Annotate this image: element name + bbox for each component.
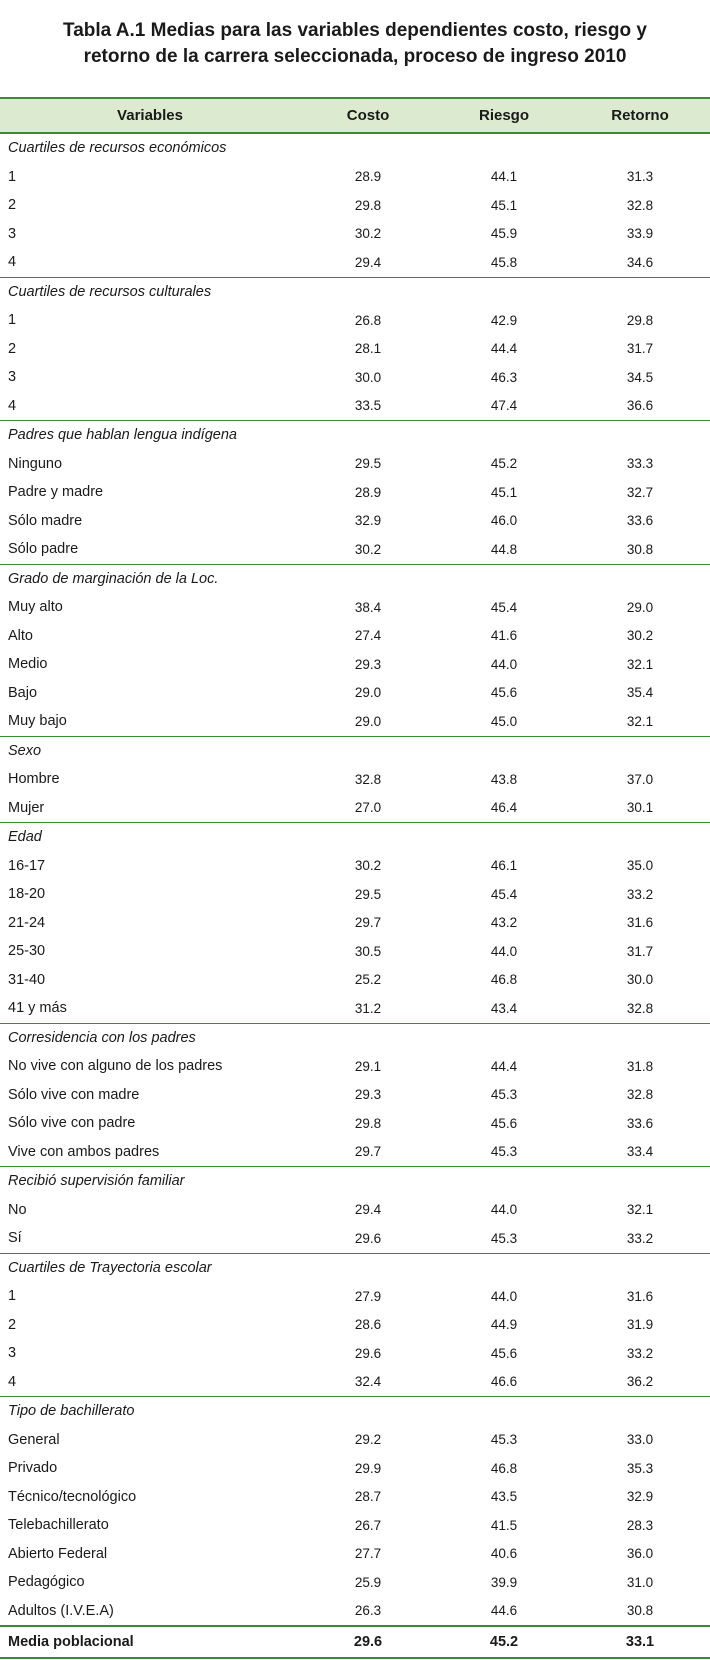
table-row bbox=[0, 535, 710, 564]
row-label: 4 bbox=[8, 254, 17, 271]
section-heading bbox=[0, 1167, 710, 1196]
retorno-value: 33.6 bbox=[626, 1115, 654, 1131]
retorno-value: 30.8 bbox=[626, 1603, 654, 1619]
riesgo-value: 41.5 bbox=[490, 1517, 518, 1533]
section-heading bbox=[0, 134, 710, 163]
row-label: 16-17 bbox=[8, 857, 46, 874]
row-label: Sí bbox=[8, 1230, 22, 1247]
costo-value: 29.6 bbox=[354, 1230, 382, 1246]
header-retorno: Retorno bbox=[611, 107, 669, 124]
row-group bbox=[0, 278, 710, 422]
row-label: 1 bbox=[8, 168, 17, 185]
riesgo-value: 46.8 bbox=[490, 1460, 518, 1476]
riesgo-value: 45.3 bbox=[490, 1432, 518, 1448]
table-row bbox=[0, 1081, 710, 1110]
row-label: Vive con ambos padres bbox=[8, 1143, 160, 1160]
means-table bbox=[0, 97, 710, 1659]
riesgo-value: 46.6 bbox=[490, 1374, 518, 1390]
retorno-value: 30.8 bbox=[626, 541, 654, 557]
row-label: General bbox=[8, 1431, 60, 1448]
table-row bbox=[0, 794, 710, 823]
row-label: 31-40 bbox=[8, 971, 46, 988]
section-heading bbox=[0, 737, 710, 766]
costo-value: 29.4 bbox=[354, 254, 382, 270]
riesgo-value: 45.6 bbox=[490, 1345, 518, 1361]
retorno-value: 33.4 bbox=[626, 1144, 654, 1160]
table-title bbox=[0, 18, 710, 70]
row-group bbox=[0, 1167, 710, 1254]
retorno-value: 31.8 bbox=[626, 1058, 654, 1074]
row-label: 3 bbox=[8, 1345, 17, 1362]
row-label: 1 bbox=[8, 1288, 17, 1305]
section-heading bbox=[0, 823, 710, 852]
table-row bbox=[0, 1368, 710, 1397]
costo-value: 30.0 bbox=[354, 369, 382, 385]
riesgo-value: 47.4 bbox=[490, 398, 518, 414]
retorno-value: 32.8 bbox=[626, 1087, 654, 1103]
riesgo-value: 46.4 bbox=[490, 800, 518, 816]
total-riesgo: 45.2 bbox=[489, 1634, 519, 1650]
riesgo-value: 43.8 bbox=[490, 771, 518, 787]
section-label: Cuartiles de recursos económicos bbox=[8, 140, 227, 157]
row-label: Muy bajo bbox=[8, 713, 67, 730]
row-label: Alto bbox=[8, 627, 33, 644]
riesgo-value: 46.1 bbox=[490, 858, 518, 874]
table-title-line-2: retorno de la carrera seleccionada, proceso de ingreso 2010 bbox=[83, 46, 627, 67]
table-row bbox=[0, 966, 710, 995]
costo-value: 29.9 bbox=[354, 1460, 382, 1476]
costo-value: 29.2 bbox=[354, 1432, 382, 1448]
row-group bbox=[0, 823, 710, 1024]
riesgo-value: 45.4 bbox=[490, 599, 518, 615]
table-row bbox=[0, 1597, 710, 1626]
retorno-value: 32.1 bbox=[626, 1202, 654, 1218]
header-riesgo: Riesgo bbox=[478, 107, 529, 124]
costo-value: 27.0 bbox=[354, 800, 382, 816]
total-retorno: 33.1 bbox=[625, 1634, 655, 1650]
row-label: Medio bbox=[8, 656, 48, 673]
section-label: Grado de marginación de la Loc. bbox=[8, 570, 219, 587]
row-label: 2 bbox=[8, 1316, 17, 1333]
row-group bbox=[0, 1397, 710, 1626]
section-label: Tipo de bachillerato bbox=[8, 1403, 135, 1420]
row-label: 3 bbox=[8, 225, 17, 242]
table-row bbox=[0, 1339, 710, 1368]
costo-value: 32.4 bbox=[354, 1374, 382, 1390]
table-row bbox=[0, 1196, 710, 1225]
table-row bbox=[0, 707, 710, 736]
table-row bbox=[0, 1052, 710, 1081]
costo-value: 25.2 bbox=[354, 972, 382, 988]
riesgo-value: 45.9 bbox=[490, 226, 518, 242]
retorno-value: 30.1 bbox=[626, 800, 654, 816]
riesgo-value: 44.1 bbox=[490, 169, 518, 185]
riesgo-value: 45.8 bbox=[490, 254, 518, 270]
costo-value: 25.9 bbox=[354, 1574, 382, 1590]
costo-value: 28.9 bbox=[354, 169, 382, 185]
table-row bbox=[0, 1483, 710, 1512]
total-label: Media poblacional bbox=[8, 1634, 134, 1650]
costo-value: 29.8 bbox=[354, 1115, 382, 1131]
costo-value: 29.5 bbox=[354, 886, 382, 902]
row-label: Telebachillerato bbox=[8, 1517, 109, 1534]
retorno-value: 31.9 bbox=[626, 1317, 654, 1333]
retorno-value: 31.3 bbox=[626, 169, 654, 185]
riesgo-value: 39.9 bbox=[490, 1574, 518, 1590]
table-body bbox=[0, 134, 710, 1626]
costo-value: 27.7 bbox=[354, 1546, 382, 1562]
row-group bbox=[0, 1254, 710, 1398]
riesgo-value: 46.0 bbox=[490, 513, 518, 529]
riesgo-value: 43.2 bbox=[490, 915, 518, 931]
costo-value: 29.1 bbox=[354, 1058, 382, 1074]
riesgo-value: 44.4 bbox=[490, 1058, 518, 1074]
section-label: Cuartiles de Trayectoria escolar bbox=[8, 1259, 212, 1276]
table-row bbox=[0, 163, 710, 192]
riesgo-value: 44.0 bbox=[490, 656, 518, 672]
table-row bbox=[0, 679, 710, 708]
costo-value: 28.1 bbox=[354, 341, 382, 357]
table-row bbox=[0, 1454, 710, 1483]
costo-value: 33.5 bbox=[354, 398, 382, 414]
riesgo-value: 45.3 bbox=[490, 1230, 518, 1246]
row-label: Técnico/tecnológico bbox=[8, 1488, 137, 1505]
riesgo-value: 44.0 bbox=[490, 1202, 518, 1218]
row-label: Sólo madre bbox=[8, 512, 83, 529]
costo-value: 29.3 bbox=[354, 1087, 382, 1103]
retorno-value: 29.0 bbox=[626, 599, 654, 615]
retorno-value: 30.2 bbox=[626, 628, 654, 644]
table-row bbox=[0, 593, 710, 622]
retorno-value: 36.2 bbox=[626, 1374, 654, 1390]
retorno-value: 32.1 bbox=[626, 656, 654, 672]
costo-value: 32.9 bbox=[354, 513, 382, 529]
riesgo-value: 45.0 bbox=[490, 713, 518, 729]
riesgo-value: 42.9 bbox=[490, 312, 518, 328]
costo-value: 29.4 bbox=[354, 1202, 382, 1218]
section-heading bbox=[0, 1254, 710, 1283]
riesgo-value: 44.0 bbox=[490, 1288, 518, 1304]
table-row bbox=[0, 994, 710, 1023]
table-row bbox=[0, 248, 710, 277]
retorno-value: 33.2 bbox=[626, 886, 654, 902]
retorno-value: 31.0 bbox=[626, 1574, 654, 1590]
costo-value: 26.8 bbox=[354, 312, 382, 328]
riesgo-value: 45.3 bbox=[490, 1087, 518, 1103]
riesgo-value: 46.3 bbox=[490, 369, 518, 385]
table-row bbox=[0, 1224, 710, 1253]
retorno-value: 35.0 bbox=[626, 858, 654, 874]
riesgo-value: 44.0 bbox=[490, 943, 518, 959]
costo-value: 27.9 bbox=[354, 1288, 382, 1304]
costo-value: 31.2 bbox=[354, 1000, 382, 1016]
row-label: Sólo padre bbox=[8, 541, 79, 558]
costo-value: 29.0 bbox=[354, 685, 382, 701]
row-group bbox=[0, 565, 710, 737]
riesgo-value: 44.9 bbox=[490, 1317, 518, 1333]
retorno-value: 32.7 bbox=[626, 484, 654, 500]
section-heading bbox=[0, 1397, 710, 1426]
row-label: 21-24 bbox=[8, 914, 46, 931]
costo-value: 30.2 bbox=[354, 541, 382, 557]
costo-value: 28.6 bbox=[354, 1317, 382, 1333]
retorno-value: 31.6 bbox=[626, 1288, 654, 1304]
section-label: Edad bbox=[8, 829, 42, 846]
riesgo-value: 45.1 bbox=[490, 197, 518, 213]
retorno-value: 31.6 bbox=[626, 915, 654, 931]
table-row bbox=[0, 363, 710, 392]
table-row bbox=[0, 1511, 710, 1540]
riesgo-value: 41.6 bbox=[490, 628, 518, 644]
row-label: Privado bbox=[8, 1460, 58, 1477]
costo-value: 32.8 bbox=[354, 771, 382, 787]
table-row bbox=[0, 1540, 710, 1569]
table-row bbox=[0, 1282, 710, 1311]
retorno-value: 37.0 bbox=[626, 771, 654, 787]
row-label: 18-20 bbox=[8, 886, 46, 903]
table-row bbox=[0, 306, 710, 335]
row-label: Bajo bbox=[8, 684, 38, 701]
table-row bbox=[0, 880, 710, 909]
row-label: Mujer bbox=[8, 799, 45, 816]
row-group bbox=[0, 421, 710, 565]
row-group bbox=[0, 737, 710, 824]
retorno-value: 33.9 bbox=[626, 226, 654, 242]
row-label: Pedagógico bbox=[8, 1574, 85, 1591]
row-label: 1 bbox=[8, 312, 17, 329]
costo-value: 29.3 bbox=[354, 656, 382, 672]
costo-value: 27.4 bbox=[354, 628, 382, 644]
total-row bbox=[0, 1626, 710, 1659]
retorno-value: 35.4 bbox=[626, 685, 654, 701]
table-row bbox=[0, 191, 710, 220]
row-label: Adultos (I.V.E.A) bbox=[8, 1602, 114, 1619]
costo-value: 30.2 bbox=[354, 226, 382, 242]
retorno-value: 31.7 bbox=[626, 341, 654, 357]
riesgo-value: 45.2 bbox=[490, 456, 518, 472]
costo-value: 29.0 bbox=[354, 713, 382, 729]
retorno-value: 32.8 bbox=[626, 1000, 654, 1016]
costo-value: 30.5 bbox=[354, 943, 382, 959]
header-variables: Variables bbox=[117, 107, 183, 124]
row-label: Hombre bbox=[8, 771, 60, 788]
retorno-value: 30.0 bbox=[626, 972, 654, 988]
table-row bbox=[0, 1426, 710, 1455]
riesgo-value: 40.6 bbox=[490, 1546, 518, 1562]
row-label: Sólo vive con padre bbox=[8, 1115, 136, 1132]
row-label: 2 bbox=[8, 340, 17, 357]
retorno-value: 34.6 bbox=[626, 254, 654, 270]
retorno-value: 34.5 bbox=[626, 369, 654, 385]
retorno-value: 33.6 bbox=[626, 513, 654, 529]
riesgo-value: 43.5 bbox=[490, 1489, 518, 1505]
row-label: 4 bbox=[8, 1373, 17, 1390]
table-row bbox=[0, 1138, 710, 1167]
section-label: Sexo bbox=[8, 742, 42, 759]
header-costo: Costo bbox=[346, 107, 390, 124]
costo-value: 26.7 bbox=[354, 1517, 382, 1533]
riesgo-value: 44.4 bbox=[490, 341, 518, 357]
costo-value: 29.6 bbox=[354, 1345, 382, 1361]
table-row bbox=[0, 765, 710, 794]
costo-value: 29.7 bbox=[354, 1144, 382, 1160]
costo-value: 30.2 bbox=[354, 858, 382, 874]
row-group bbox=[0, 134, 710, 278]
table-row bbox=[0, 1568, 710, 1597]
table-row bbox=[0, 220, 710, 249]
table-row bbox=[0, 392, 710, 421]
table-row bbox=[0, 650, 710, 679]
table-row bbox=[0, 507, 710, 536]
row-group bbox=[0, 1024, 710, 1168]
riesgo-value: 46.8 bbox=[490, 972, 518, 988]
costo-value: 29.7 bbox=[354, 915, 382, 931]
retorno-value: 33.0 bbox=[626, 1432, 654, 1448]
costo-value: 29.8 bbox=[354, 197, 382, 213]
section-label: Padres que hablan lengua indígena bbox=[8, 427, 237, 444]
table-row bbox=[0, 478, 710, 507]
riesgo-value: 44.6 bbox=[490, 1603, 518, 1619]
retorno-value: 33.3 bbox=[626, 456, 654, 472]
table-row bbox=[0, 450, 710, 479]
retorno-value: 32.9 bbox=[626, 1489, 654, 1505]
section-heading bbox=[0, 421, 710, 450]
retorno-value: 32.8 bbox=[626, 197, 654, 213]
costo-value: 29.5 bbox=[354, 456, 382, 472]
table-header bbox=[0, 97, 710, 134]
row-label: No bbox=[8, 1201, 27, 1218]
row-label: Ninguno bbox=[8, 455, 63, 472]
section-label: Cuartiles de recursos culturales bbox=[8, 283, 212, 300]
retorno-value: 29.8 bbox=[626, 312, 654, 328]
riesgo-value: 45.6 bbox=[490, 1115, 518, 1131]
row-label: 25-30 bbox=[8, 943, 46, 960]
table-title-line-1: Tabla A.1 Medias para las variables dependientes costo, riesgo y bbox=[63, 20, 647, 41]
costo-value: 26.3 bbox=[354, 1603, 382, 1619]
riesgo-value: 45.3 bbox=[490, 1144, 518, 1160]
row-label: Padre y madre bbox=[8, 484, 104, 501]
retorno-value: 32.1 bbox=[626, 713, 654, 729]
costo-value: 28.7 bbox=[354, 1489, 382, 1505]
table-row bbox=[0, 1109, 710, 1138]
section-label: Corresidencia con los padres bbox=[8, 1029, 196, 1046]
riesgo-value: 43.4 bbox=[490, 1000, 518, 1016]
retorno-value: 31.7 bbox=[626, 943, 654, 959]
total-costo: 29.6 bbox=[353, 1634, 383, 1650]
table-row bbox=[0, 1311, 710, 1340]
row-label: Abierto Federal bbox=[8, 1545, 108, 1562]
table-row bbox=[0, 937, 710, 966]
retorno-value: 33.2 bbox=[626, 1345, 654, 1361]
riesgo-value: 45.6 bbox=[490, 685, 518, 701]
riesgo-value: 45.4 bbox=[490, 886, 518, 902]
riesgo-value: 45.1 bbox=[490, 484, 518, 500]
row-label: 2 bbox=[8, 197, 17, 214]
row-label: Sólo vive con madre bbox=[8, 1086, 140, 1103]
row-label: 4 bbox=[8, 397, 17, 414]
row-label: 3 bbox=[8, 369, 17, 386]
section-heading bbox=[0, 565, 710, 594]
costo-value: 28.9 bbox=[354, 484, 382, 500]
section-label: Recibió supervisión familiar bbox=[8, 1173, 185, 1190]
row-label: Muy alto bbox=[8, 599, 63, 616]
retorno-value: 33.2 bbox=[626, 1230, 654, 1246]
riesgo-value: 44.8 bbox=[490, 541, 518, 557]
retorno-value: 36.0 bbox=[626, 1546, 654, 1562]
retorno-value: 36.6 bbox=[626, 398, 654, 414]
table-row bbox=[0, 335, 710, 364]
costo-value: 38.4 bbox=[354, 599, 382, 615]
row-label: No vive con alguno de los padres bbox=[8, 1058, 223, 1075]
section-heading bbox=[0, 1024, 710, 1053]
row-label: 41 y más bbox=[8, 1000, 67, 1017]
section-heading bbox=[0, 278, 710, 307]
retorno-value: 28.3 bbox=[626, 1517, 654, 1533]
table-row bbox=[0, 852, 710, 881]
table-row bbox=[0, 622, 710, 651]
table-row bbox=[0, 909, 710, 938]
retorno-value: 35.3 bbox=[626, 1460, 654, 1476]
